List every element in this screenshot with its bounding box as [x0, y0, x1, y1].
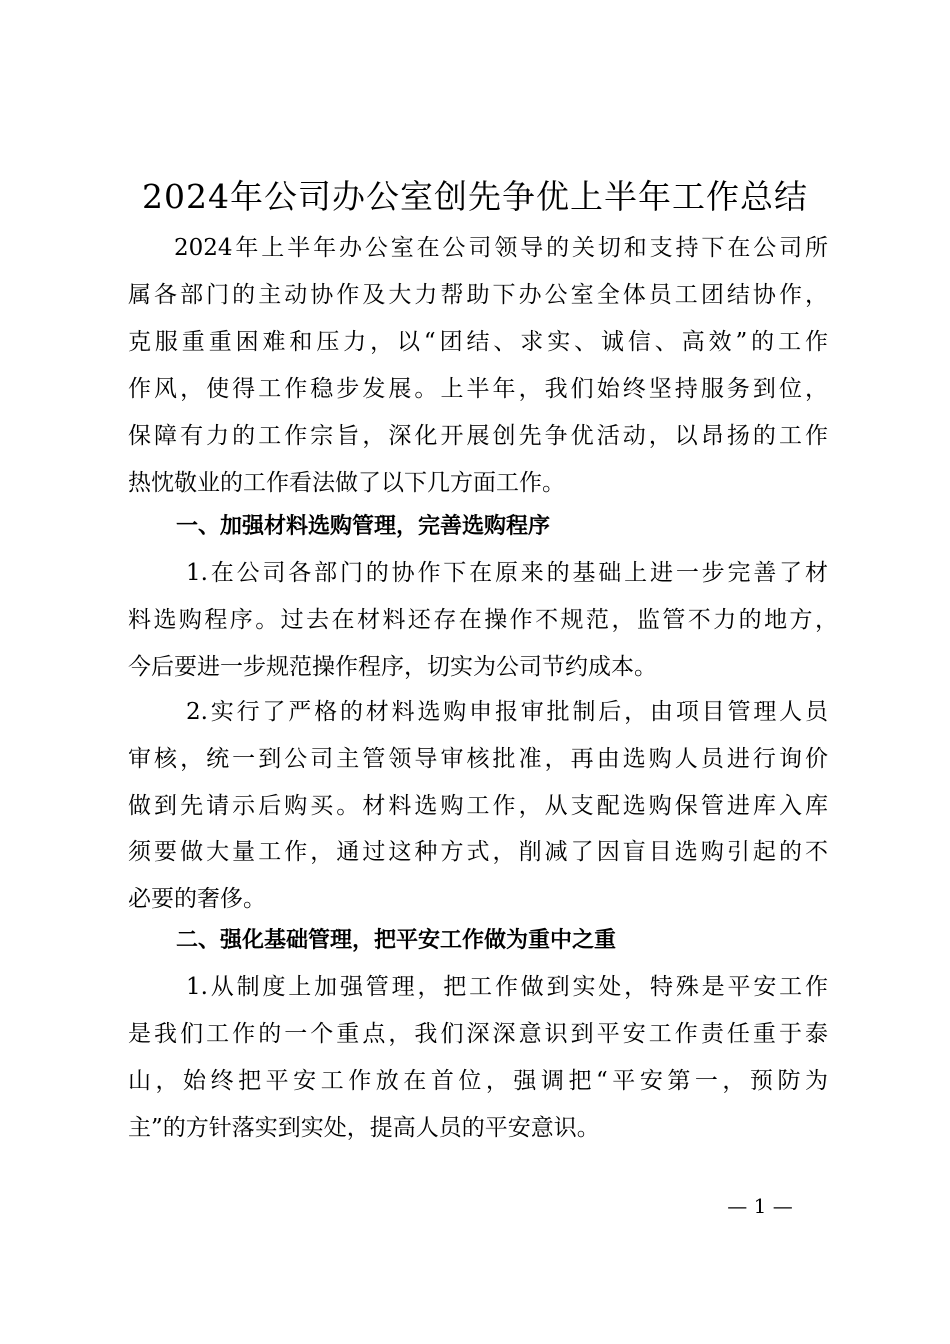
section-1-heading: 一、加强材料选购管理，完善选购程序 [176, 514, 551, 539]
intro-line-5: 保障有力的工作宗旨，深化开展创先争优活动，以昂扬的工作 [128, 423, 828, 449]
intro-line-1: 2024年上半年办公室在公司领导的关切和支持下在公司所 [174, 235, 828, 261]
section-1-item-2-line-1: 2.实行了严格的材料选购申报审批制后，由项目管理人员 [186, 699, 828, 725]
section-2-item-1-line-4: 主”的方针落实到实处，提高人员的平安意识。 [128, 1115, 600, 1141]
section-2-item-1-line-2: 是我们工作的一个重点，我们深深意识到平安工作责任重于泰 [128, 1021, 828, 1047]
section-1-item-2-line-3: 做到先请示后购买。材料选购工作，从支配选购保管进库入库 [128, 793, 828, 819]
section-1-item-2-line-2: 审核，统一到公司主管领导审核批准，再由选购人员进行询价 [128, 746, 828, 772]
section-2-heading: 二、强化基础管理，把平安工作做为重中之重 [176, 928, 617, 953]
intro-line-4: 作风，使得工作稳步发展。上半年，我们始终坚持服务到位， [128, 376, 828, 402]
section-1-item-1-line-3: 今后要进一步规范操作程序，切实为公司节约成本。 [128, 654, 657, 680]
intro-line-3: 克服重重困难和压力，以“团结、求实、诚信、高效”的工作 [128, 329, 828, 355]
section-1-item-2-line-5: 必要的奢侈。 [128, 886, 266, 912]
section-1-item-2-line-4: 须要做大量工作，通过这种方式，削减了因盲目选购引起的不 [128, 839, 828, 865]
intro-line-6: 热忱敬业的工作看法做了以下几方面工作。 [128, 470, 565, 496]
intro-line-2: 属各部门的主动协作及大力帮助下办公室全体员工团结协作， [128, 282, 828, 308]
page-number: — 1 — [727, 1194, 793, 1218]
section-2-item-1-line-3: 山，始终把平安工作放在首位，强调把“平安第一，预防为 [128, 1068, 828, 1094]
section-1-item-1-line-1: 1.在公司各部门的协作下在原来的基础上进一步完善了材 [186, 560, 828, 586]
document-title: 2024年公司办公室创先争优上半年工作总结 [142, 177, 808, 216]
section-1-item-1-line-2: 料选购程序。过去在材料还存在操作不规范，监管不力的地方， [128, 607, 838, 633]
section-2-item-1-line-1: 1.从制度上加强管理，把工作做到实处，特殊是平安工作 [186, 974, 828, 1000]
